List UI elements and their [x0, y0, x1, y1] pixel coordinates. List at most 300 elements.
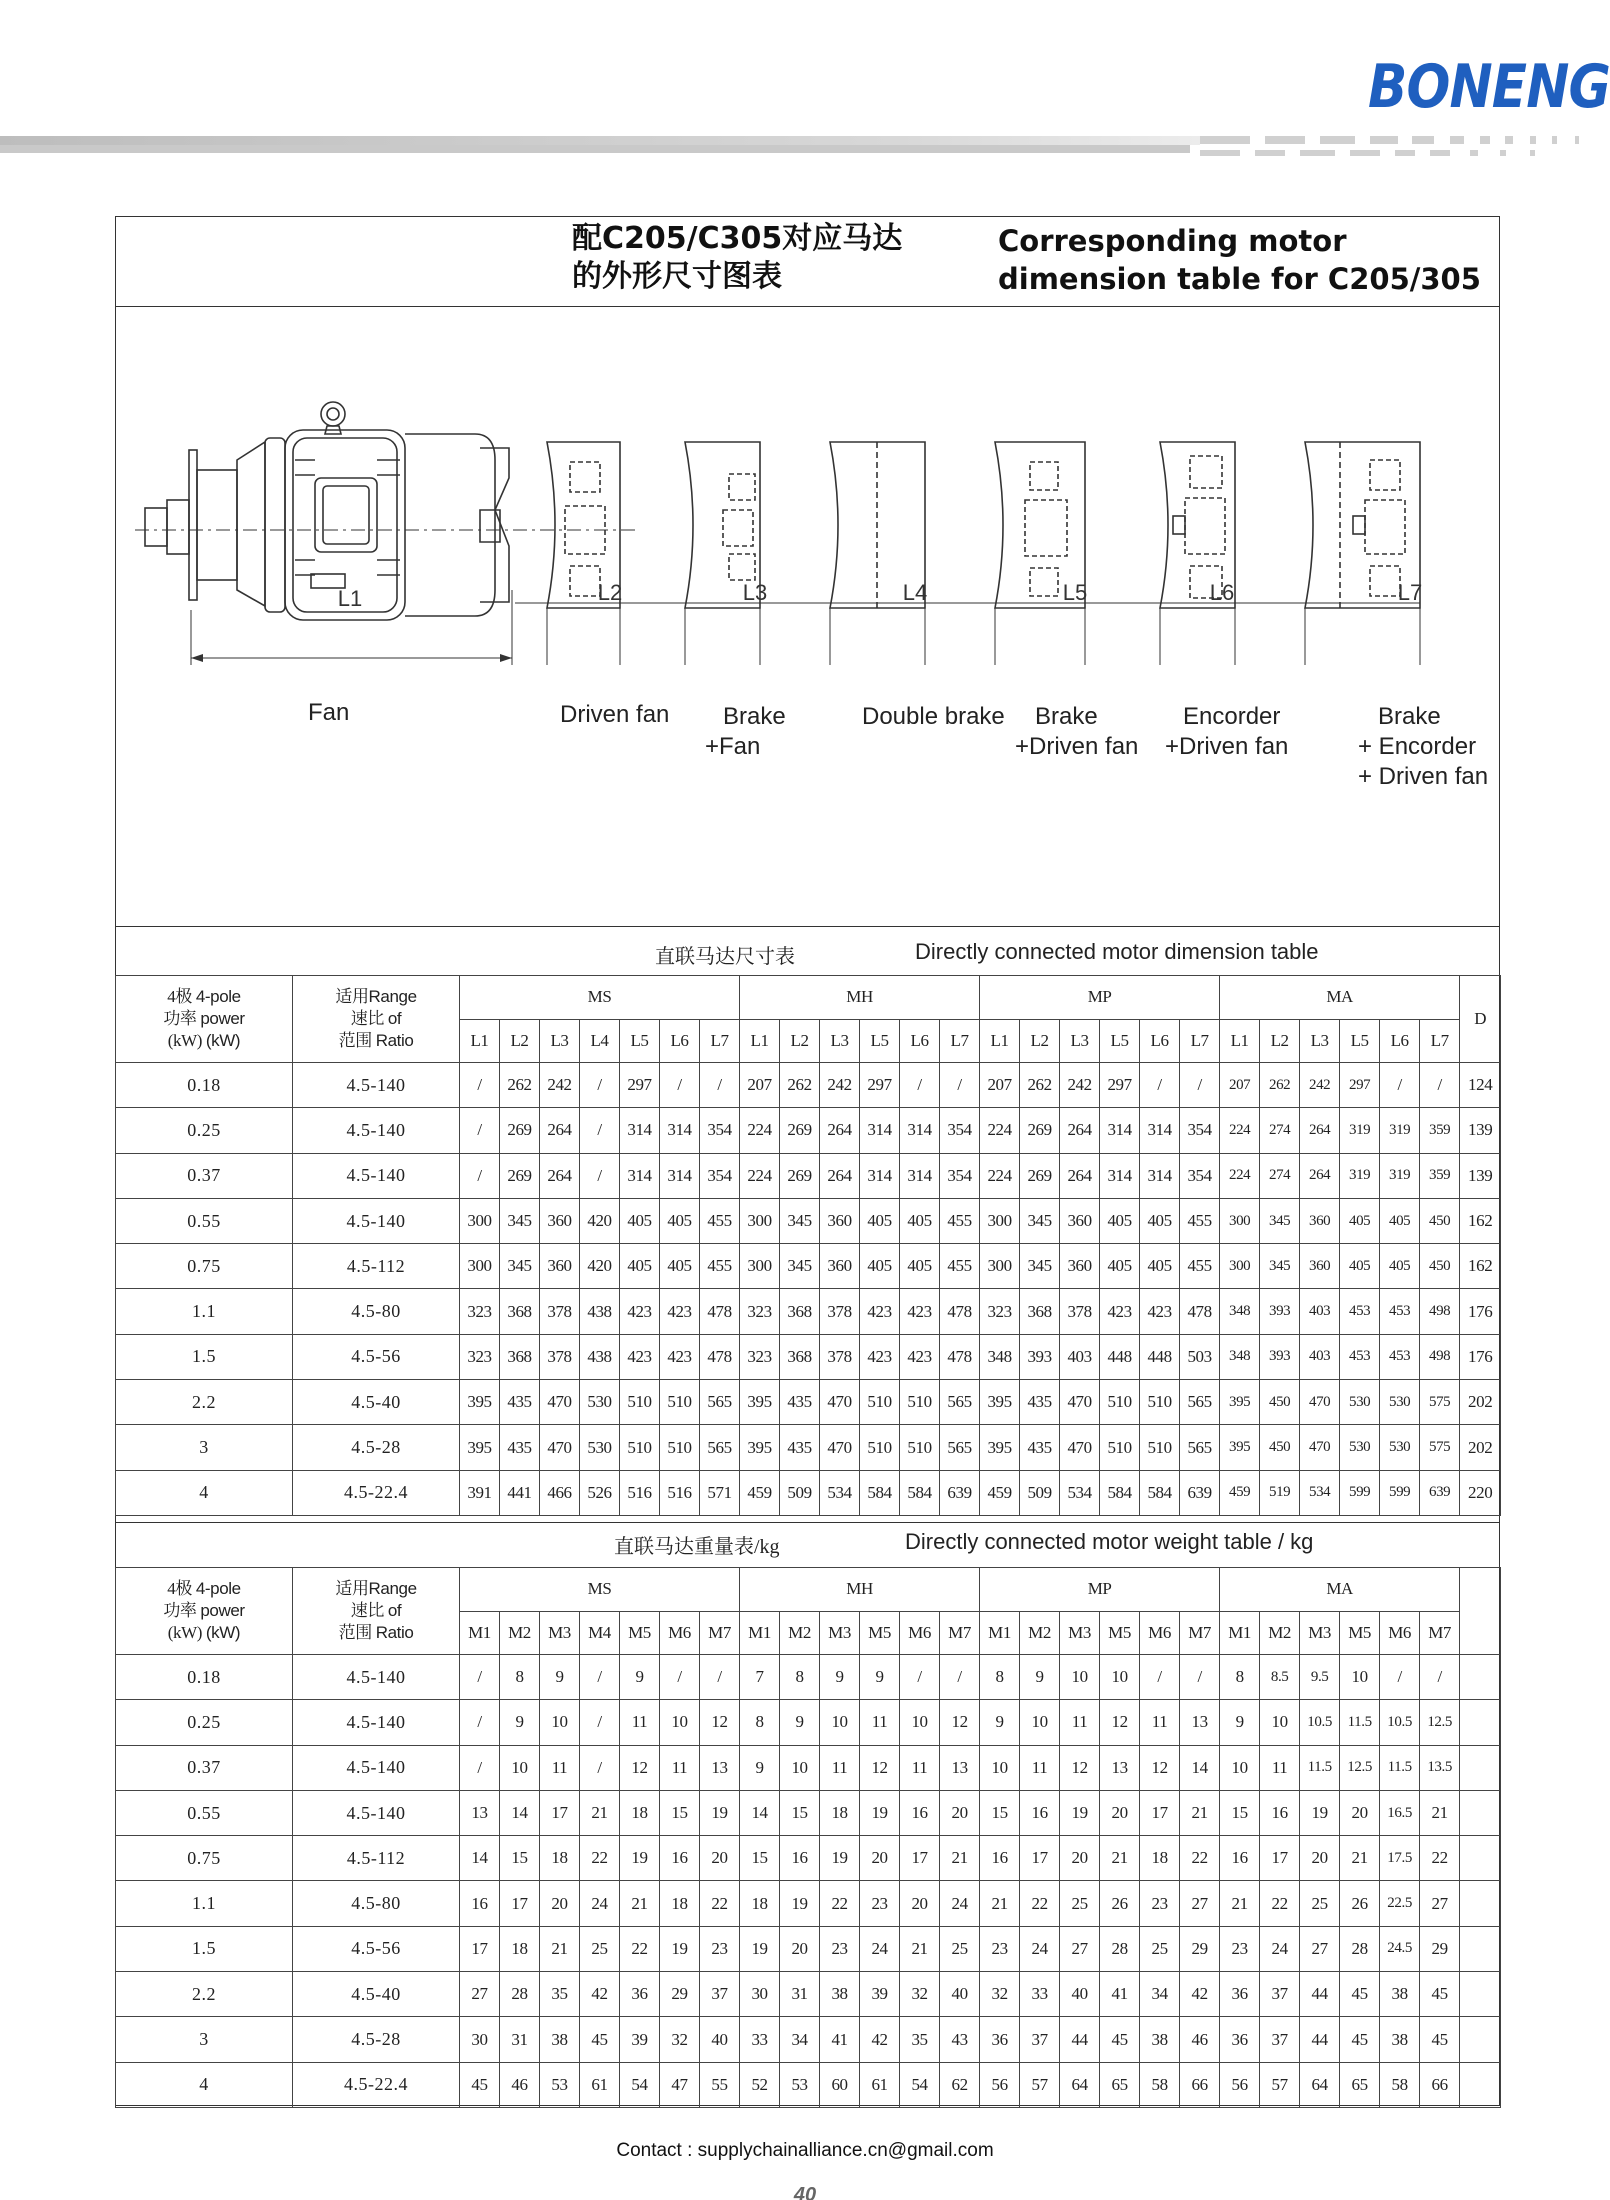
cell-value: 405	[1340, 1244, 1380, 1289]
cell-value: 25	[1060, 1881, 1100, 1926]
cell-value: 470	[820, 1425, 860, 1470]
cell-value: 423	[620, 1334, 660, 1379]
cell-value: 510	[660, 1380, 700, 1425]
cell-value: 207	[740, 1063, 780, 1108]
cell-value: 12	[1100, 1700, 1140, 1745]
header-ratio-range: 适用Range 速比 of 范围 Ratio	[293, 976, 460, 1063]
cell-value: 10	[1340, 1655, 1380, 1700]
cell-value: 13.5	[1420, 1745, 1460, 1790]
cell-value: 378	[540, 1289, 580, 1334]
cell-value: 509	[1020, 1470, 1060, 1515]
col-header: M1	[1220, 1611, 1260, 1655]
cell-value: 269	[500, 1153, 540, 1198]
cell-value: 264	[820, 1153, 860, 1198]
cell-value: 16	[980, 1836, 1020, 1881]
cell-value: 314	[660, 1153, 700, 1198]
cell-value: 393	[1020, 1334, 1060, 1379]
cell-value: 21	[1340, 1836, 1380, 1881]
cell-value: 46	[1180, 2017, 1220, 2062]
cell-value: 459	[1220, 1470, 1260, 1515]
cell-value: 10.5	[1300, 1700, 1340, 1745]
cell-value: 12	[940, 1700, 980, 1745]
cell-value: 8.5	[1260, 1655, 1300, 1700]
cell-value: 297	[860, 1063, 900, 1108]
cell-value: 36	[620, 1972, 660, 2017]
cell-value: 345	[1260, 1244, 1300, 1289]
cell-value: 435	[1020, 1425, 1060, 1470]
cell-value: 395	[740, 1380, 780, 1425]
cell-value: 9	[740, 1745, 780, 1790]
cell-value: 470	[1300, 1380, 1340, 1425]
cell-value: 314	[1100, 1108, 1140, 1153]
cell-value: 22	[700, 1881, 740, 1926]
cell-value: 15	[780, 1790, 820, 1835]
cell-value: 52	[740, 2062, 780, 2107]
cell-value: 19	[1060, 1790, 1100, 1835]
col-header: L2	[1020, 1019, 1060, 1063]
cell-value: 17.5	[1380, 1836, 1420, 1881]
cell-value: 510	[620, 1380, 660, 1425]
cell-value: 571	[700, 1470, 740, 1515]
col-header: L2	[500, 1019, 540, 1063]
cell-value: 269	[780, 1108, 820, 1153]
cell-value: 478	[700, 1289, 740, 1334]
label-encoder-driven-fan: Encorder +Driven fan	[1165, 703, 1289, 760]
cell-power: 1.5	[116, 1926, 293, 1971]
weight-table-title-en: Directly connected motor weight table / kg	[905, 1529, 1314, 1554]
cell-value: 11	[660, 1745, 700, 1790]
cell-value: 530	[1340, 1425, 1380, 1470]
cell-value: 20	[1060, 1836, 1100, 1881]
cell-value: 530	[1340, 1380, 1380, 1425]
col-header: L1	[740, 1019, 780, 1063]
label-fan: Fan	[308, 699, 350, 726]
cell-value: 323	[980, 1289, 1020, 1334]
cell-value: 17	[1260, 1836, 1300, 1881]
cell-value: 21	[1100, 1836, 1140, 1881]
cell-value: 21	[980, 1881, 1020, 1926]
cell-value: 66	[1420, 2062, 1460, 2107]
cell-value: 509	[780, 1470, 820, 1515]
cell-value: 300	[460, 1198, 500, 1243]
cell-value: 15	[740, 1836, 780, 1881]
cell-value: 314	[860, 1153, 900, 1198]
cell-value: 45	[1340, 2017, 1380, 2062]
label-brake-fan: Brake +Fan	[705, 703, 786, 760]
cell-value: 354	[1180, 1153, 1220, 1198]
cell-value: 11	[860, 1700, 900, 1745]
cell-value: 470	[540, 1380, 580, 1425]
cell-value: 368	[500, 1334, 540, 1379]
cell-value: 30	[460, 2017, 500, 2062]
cell-value: 42	[860, 2017, 900, 2062]
cell-value: 323	[740, 1289, 780, 1334]
cell-value: 455	[940, 1198, 980, 1243]
cell-empty	[1460, 1700, 1501, 1745]
cell-value: 405	[1100, 1198, 1140, 1243]
cell-value: 54	[620, 2062, 660, 2107]
cell-value: 360	[820, 1244, 860, 1289]
cell-value: 12.5	[1340, 1745, 1380, 1790]
cell-value: 37	[1020, 2017, 1060, 2062]
cell-value: 38	[820, 1972, 860, 2017]
cell-value: /	[580, 1655, 620, 1700]
cell-value: 423	[900, 1289, 940, 1334]
cell-value: 19	[820, 1836, 860, 1881]
col-header: M3	[820, 1611, 860, 1655]
col-header: M3	[1060, 1611, 1100, 1655]
cell-value: 319	[1340, 1108, 1380, 1153]
cell-value: 423	[900, 1334, 940, 1379]
cell-value: 264	[1300, 1153, 1340, 1198]
cell-value: 360	[1300, 1198, 1340, 1243]
col-header: L1	[1220, 1019, 1260, 1063]
cell-value: 510	[660, 1425, 700, 1470]
cell-value: 27	[1300, 1926, 1340, 1971]
col-header: L7	[1420, 1019, 1460, 1063]
cell-value: 20	[900, 1881, 940, 1926]
cell-value: 319	[1380, 1108, 1420, 1153]
table-row	[116, 1655, 1501, 1700]
cell-value: 453	[1380, 1289, 1420, 1334]
cell-value: 314	[1100, 1153, 1140, 1198]
cell-value: /	[580, 1108, 620, 1153]
cell-value: 9	[500, 1700, 540, 1745]
cell-value: 207	[1220, 1063, 1260, 1108]
cell-value: 14	[740, 1790, 780, 1835]
cell-value: 64	[1300, 2062, 1340, 2107]
cell-value: 224	[980, 1108, 1020, 1153]
cell-value: 319	[1380, 1153, 1420, 1198]
cell-value: 28	[1100, 1926, 1140, 1971]
cell-value: 530	[580, 1380, 620, 1425]
cell-range: 4.5-56	[293, 1334, 460, 1379]
cell-value: 438	[580, 1289, 620, 1334]
cell-value: 323	[460, 1289, 500, 1334]
cell-value: 28	[1340, 1926, 1380, 1971]
cell-value: 58	[1140, 2062, 1180, 2107]
cell-value: 61	[860, 2062, 900, 2107]
cell-value: 27	[1420, 1881, 1460, 1926]
cell-value: 20	[1100, 1790, 1140, 1835]
cell-value: 13	[460, 1790, 500, 1835]
variant-encoder-driven-fan	[1160, 442, 1235, 665]
cell-value: 22	[580, 1836, 620, 1881]
cell-value: 423	[860, 1289, 900, 1334]
cell-value: 42	[1180, 1972, 1220, 2017]
cell-d: 124	[1460, 1063, 1501, 1108]
cell-value: 378	[820, 1289, 860, 1334]
cell-value: 395	[460, 1380, 500, 1425]
cell-value: 45	[460, 2062, 500, 2107]
cell-value: 20	[1340, 1790, 1380, 1835]
cell-range: 4.5-140	[293, 1198, 460, 1243]
cell-value: 9	[620, 1655, 660, 1700]
cell-value: 36	[1220, 1972, 1260, 2017]
cell-value: 455	[700, 1198, 740, 1243]
col-header: M2	[1020, 1611, 1060, 1655]
cell-value: /	[580, 1745, 620, 1790]
cell-value: /	[1180, 1063, 1220, 1108]
table-row	[116, 2062, 1501, 2107]
cell-value: 368	[500, 1289, 540, 1334]
cell-value: 345	[780, 1198, 820, 1243]
cell-value: 448	[1140, 1334, 1180, 1379]
cell-value: 565	[1180, 1425, 1220, 1470]
cell-value: 354	[700, 1153, 740, 1198]
dim-table-title-zh: 直联马达尺寸表	[655, 946, 795, 968]
cell-value: 8	[1220, 1655, 1260, 1700]
cell-value: 16.5	[1380, 1790, 1420, 1835]
cell-value: /	[940, 1655, 980, 1700]
table-row	[116, 1425, 1501, 1470]
dim-label-l1: L1	[337, 586, 363, 611]
cell-value: 510	[860, 1380, 900, 1425]
cell-power: 0.55	[116, 1198, 293, 1243]
cell-value: 323	[460, 1334, 500, 1379]
cell-empty	[1460, 1972, 1501, 2017]
cell-value: 455	[940, 1244, 980, 1289]
cell-value: 37	[1260, 2017, 1300, 2062]
col-header: M7	[1420, 1611, 1460, 1655]
cell-value: 297	[1100, 1063, 1140, 1108]
cell-value: 41	[820, 2017, 860, 2062]
cell-value: 24	[1020, 1926, 1060, 1971]
cell-value: 264	[540, 1153, 580, 1198]
cell-value: 584	[860, 1470, 900, 1515]
cell-empty	[1460, 1926, 1501, 1971]
cell-value: 58	[1380, 2062, 1420, 2107]
cell-value: 314	[1140, 1108, 1180, 1153]
table-row	[116, 1380, 1501, 1425]
cell-power: 4	[116, 2062, 293, 2107]
cell-value: 8	[980, 1655, 1020, 1700]
cell-value: /	[580, 1700, 620, 1745]
table-row	[116, 1836, 1501, 1881]
cell-value: 11	[540, 1745, 580, 1790]
cell-power: 0.18	[116, 1063, 293, 1108]
cell-value: 66	[1180, 2062, 1220, 2107]
cell-value: 405	[900, 1244, 940, 1289]
cell-value: 14	[500, 1790, 540, 1835]
dim-label-l5: L5	[1062, 580, 1088, 605]
cell-value: 29	[1420, 1926, 1460, 1971]
cell-value: 403	[1060, 1334, 1100, 1379]
cell-value: 18	[1140, 1836, 1180, 1881]
header-d: D	[1460, 976, 1501, 1063]
cell-value: 16	[460, 1881, 500, 1926]
cell-value: 21	[540, 1926, 580, 1971]
header-power: 4极 4-pole 功率 power (kW) (kW)	[116, 976, 293, 1063]
cell-value: 25	[940, 1926, 980, 1971]
cell-value: 530	[1380, 1425, 1420, 1470]
cell-value: 405	[1380, 1244, 1420, 1289]
cell-value: 466	[540, 1470, 580, 1515]
cell-value: 11	[1060, 1700, 1100, 1745]
table-row	[116, 1289, 1501, 1334]
cell-value: 15	[980, 1790, 1020, 1835]
cell-value: 10	[660, 1700, 700, 1745]
cell-value: 264	[1300, 1108, 1340, 1153]
cell-value: /	[580, 1153, 620, 1198]
cell-power: 0.37	[116, 1745, 293, 1790]
variant-double-brake	[830, 442, 928, 665]
dim-label-l4: L4	[902, 580, 928, 605]
col-header: L4	[580, 1019, 620, 1063]
cell-power: 1.1	[116, 1881, 293, 1926]
cell-d: 139	[1460, 1108, 1501, 1153]
cell-value: 20	[540, 1881, 580, 1926]
col-header: M6	[1140, 1611, 1180, 1655]
col-header: M5	[860, 1611, 900, 1655]
cell-value: 24	[580, 1881, 620, 1926]
cell-value: 57	[1260, 2062, 1300, 2107]
cell-value: 45	[580, 2017, 620, 2062]
cell-value: 516	[620, 1470, 660, 1515]
cell-value: 25	[1140, 1926, 1180, 1971]
cell-power: 0.18	[116, 1655, 293, 1700]
cell-value: 262	[1020, 1063, 1060, 1108]
cell-d: 176	[1460, 1289, 1501, 1334]
col-header: M1	[460, 1611, 500, 1655]
cell-value: 20	[860, 1836, 900, 1881]
col-header: L6	[1380, 1019, 1420, 1063]
cell-value: 12	[1060, 1745, 1100, 1790]
header-power: 4极 4-pole 功率 power (kW) (kW)	[116, 1568, 293, 1655]
cell-value: 16	[1020, 1790, 1060, 1835]
col-header: M6	[900, 1611, 940, 1655]
cell-value: 393	[1260, 1289, 1300, 1334]
cell-value: 14	[460, 1836, 500, 1881]
cell-value: 39	[860, 1972, 900, 2017]
cell-value: 18	[540, 1836, 580, 1881]
cell-value: 42	[580, 1972, 620, 2017]
col-header: M6	[1380, 1611, 1420, 1655]
cell-value: 24	[940, 1881, 980, 1926]
cell-value: 22	[1180, 1836, 1220, 1881]
table-row	[116, 1063, 1501, 1108]
cell-value: 10	[820, 1700, 860, 1745]
cell-value: 300	[740, 1244, 780, 1289]
col-header: M3	[1300, 1611, 1340, 1655]
cell-value: 9	[980, 1700, 1020, 1745]
cell-value: 8	[740, 1700, 780, 1745]
cell-value: 575	[1420, 1425, 1460, 1470]
cell-value: 22	[820, 1881, 860, 1926]
cell-value: 19	[620, 1836, 660, 1881]
cell-value: 19	[700, 1790, 740, 1835]
brand-logo: BONENG	[1368, 52, 1610, 122]
cell-value: 9	[540, 1655, 580, 1700]
cell-value: 395	[980, 1425, 1020, 1470]
cell-value: 423	[620, 1289, 660, 1334]
cell-value: 10	[780, 1745, 820, 1790]
col-header: M7	[940, 1611, 980, 1655]
cell-value: 319	[1340, 1153, 1380, 1198]
cell-value: 9.5	[1300, 1655, 1340, 1700]
cell-value: 46	[500, 2062, 540, 2107]
cell-value: 26	[1100, 1881, 1140, 1926]
cell-value: 300	[1220, 1198, 1260, 1243]
cell-value: /	[1380, 1655, 1420, 1700]
cell-value: 360	[540, 1244, 580, 1289]
cell-value: 453	[1340, 1334, 1380, 1379]
cell-value: 28	[500, 1972, 540, 2017]
cell-value: 11.5	[1300, 1745, 1340, 1790]
cell-range: 4.5-56	[293, 1926, 460, 1971]
cell-value: 503	[1180, 1334, 1220, 1379]
cell-value: 11	[820, 1745, 860, 1790]
header-empty	[1460, 1568, 1501, 1655]
cell-value: 405	[1140, 1244, 1180, 1289]
cell-range: 4.5-22.4	[293, 2062, 460, 2107]
cell-range: 4.5-140	[293, 1745, 460, 1790]
group-header-ma: MA	[1220, 976, 1460, 1020]
cell-value: 17	[540, 1790, 580, 1835]
cell-value: 21	[900, 1926, 940, 1971]
cell-value: /	[460, 1745, 500, 1790]
col-header: L6	[660, 1019, 700, 1063]
cell-power: 3	[116, 1425, 293, 1470]
col-header: M4	[580, 1611, 620, 1655]
cell-range: 4.5-28	[293, 2017, 460, 2062]
cell-value: 269	[1020, 1108, 1060, 1153]
cell-value: 65	[1340, 2062, 1380, 2107]
cell-value: 35	[540, 1972, 580, 2017]
cell-value: 242	[540, 1063, 580, 1108]
cell-value: 27	[1060, 1926, 1100, 1971]
table-row	[116, 1790, 1501, 1835]
col-header: M6	[660, 1611, 700, 1655]
cell-value: 65	[1100, 2062, 1140, 2107]
cell-value: 43	[940, 2017, 980, 2062]
cell-range: 4.5-140	[293, 1790, 460, 1835]
cell-value: 10	[540, 1700, 580, 1745]
col-header: L7	[940, 1019, 980, 1063]
cell-value: 450	[1260, 1425, 1300, 1470]
cell-value: 453	[1340, 1289, 1380, 1334]
cell-value: 54	[900, 2062, 940, 2107]
cell-value: 18	[820, 1790, 860, 1835]
col-header: M2	[500, 1611, 540, 1655]
cell-value: 12	[1140, 1745, 1180, 1790]
col-header: L2	[780, 1019, 820, 1063]
cell-value: 41	[1100, 1972, 1140, 2017]
cell-value: 510	[1140, 1425, 1180, 1470]
cell-power: 1.1	[116, 1289, 293, 1334]
cell-value: 639	[940, 1470, 980, 1515]
cell-value: 21	[620, 1881, 660, 1926]
cell-value: 423	[1140, 1289, 1180, 1334]
cell-power: 4	[116, 1470, 293, 1515]
cell-value: /	[460, 1108, 500, 1153]
dim-label-l6: L6	[1209, 580, 1235, 605]
cell-value: 21	[580, 1790, 620, 1835]
cell-empty	[1460, 1836, 1501, 1881]
cell-value: 21	[940, 1836, 980, 1881]
variant-brake-fan	[685, 442, 760, 665]
cell-value: 15	[660, 1790, 700, 1835]
col-header: L5	[1100, 1019, 1140, 1063]
cell-value: 44	[1300, 1972, 1340, 2017]
cell-value: 224	[1220, 1153, 1260, 1198]
cell-value: 10	[500, 1745, 540, 1790]
cell-value: 19	[860, 1790, 900, 1835]
table-row	[116, 1745, 1501, 1790]
cell-value: 403	[1300, 1289, 1340, 1334]
cell-value: /	[940, 1063, 980, 1108]
cell-value: 22	[620, 1926, 660, 1971]
